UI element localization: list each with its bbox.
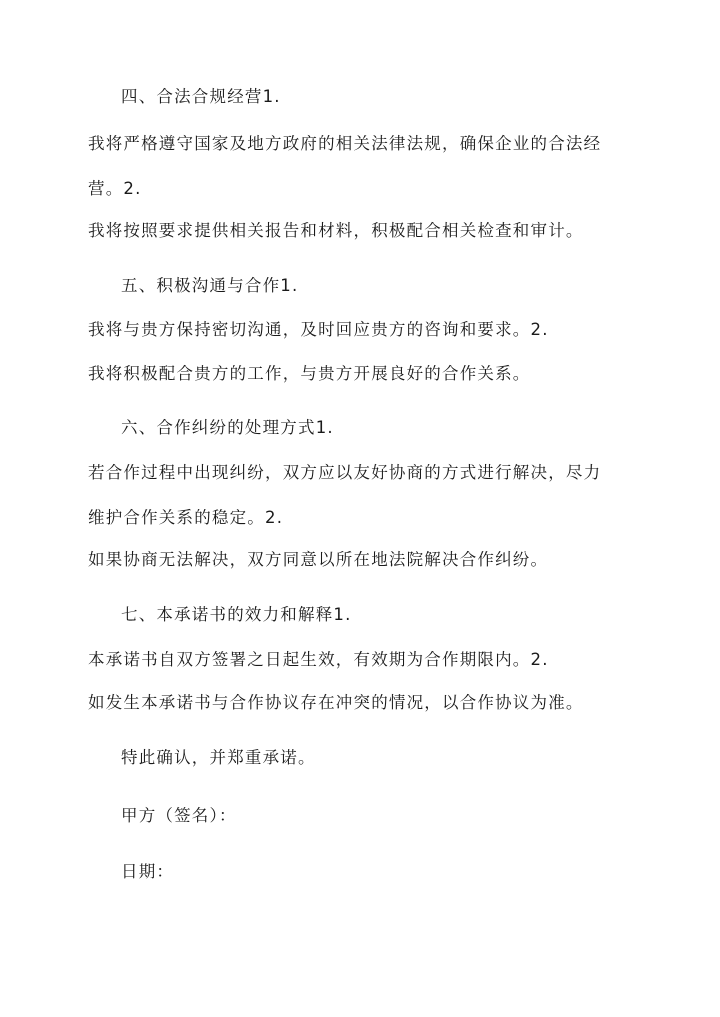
section-5-heading: 五、积极沟通与合作1. <box>121 276 299 295</box>
section-7-line-2: 如发生本承诺书与合作协议存在冲突的情况，以合作协议为准。 <box>88 693 584 712</box>
section-4-line-1: 我将严格遵守国家及地方政府的相关法律法规，确保企业的合法经 <box>88 134 602 153</box>
section-5-line-2: 我将积极配合贵方的工作，与贵方开展良好的合作关系。 <box>88 364 531 383</box>
section-6-line-3: 如果协商无法解决，双方同意以所在地法院解决合作纠纷。 <box>88 550 549 569</box>
section-5-line-1: 我将与贵方保持密切沟通，及时回应贵方的咨询和要求。2. <box>88 320 549 339</box>
date-label: 日期： <box>121 862 175 881</box>
section-4-heading: 四、合法合规经营1. <box>121 87 281 106</box>
section-6-line-1: 若合作过程中出现纠纷，双方应以友好协商的方式进行解决，尽力 <box>88 463 602 482</box>
section-6-heading: 六、合作纠纷的处理方式1. <box>121 418 334 437</box>
section-7-line-1: 本承诺书自双方签署之日起生效，有效期为合作期限内。2. <box>88 650 549 669</box>
closing-statement: 特此确认，并郑重承诺。 <box>121 748 316 767</box>
section-4-line-2: 营。2. <box>88 179 142 198</box>
party-a-signature-label: 甲方（签名）： <box>121 806 237 825</box>
section-7-heading: 七、本承诺书的效力和解释1. <box>121 605 352 624</box>
section-4-line-3: 我将按照要求提供相关报告和材料，积极配合相关检查和审计。 <box>88 221 584 240</box>
section-6-line-2: 维护合作关系的稳定。2. <box>88 508 284 527</box>
